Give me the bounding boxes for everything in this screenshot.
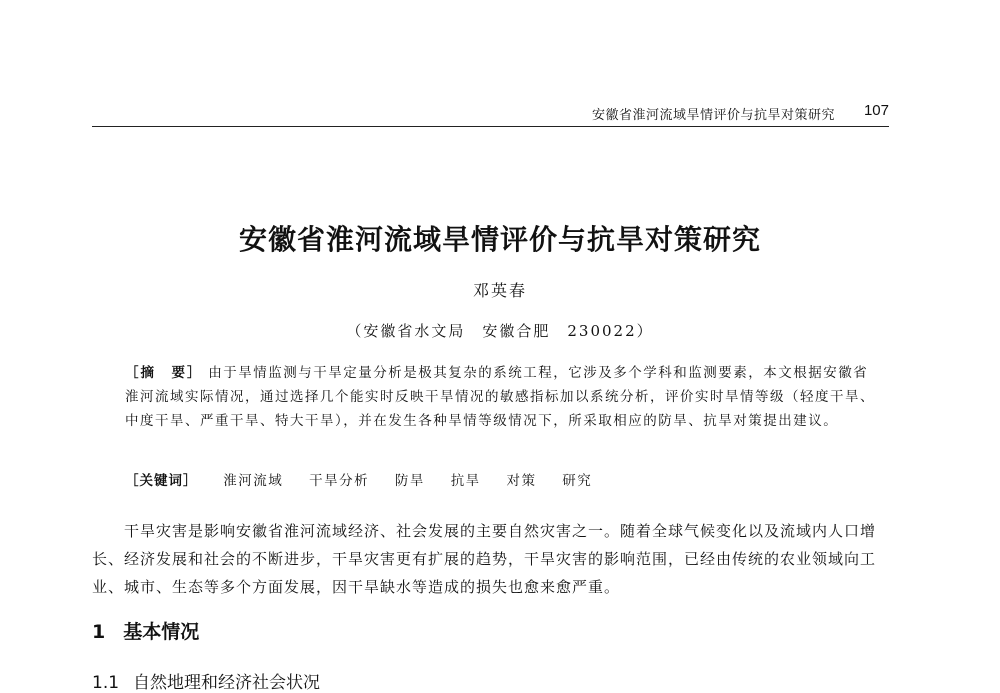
subsection-number: 1.1 xyxy=(92,673,120,693)
section-number: 1 xyxy=(92,621,106,643)
paper-title: 安徽省淮河流域旱情评价与抗旱对策研究 xyxy=(238,223,761,256)
subsection-heading xyxy=(92,668,320,693)
subsection-title: 自然地理和经济社会状况 xyxy=(133,673,321,693)
running-head-title: 安徽省淮河流域旱情评价与抗旱对策研究 xyxy=(591,108,835,123)
keyword: 淮河流域 xyxy=(223,473,284,489)
running-head xyxy=(92,100,889,127)
abstract-label: ［摘 要］ xyxy=(125,365,203,381)
page-number: 107 xyxy=(863,102,889,119)
keywords xyxy=(125,469,875,489)
affiliation: （安徽省水文局 安徽合肥 230022） xyxy=(346,322,654,340)
keyword: 防旱 xyxy=(394,473,425,489)
section-title: 基本情况 xyxy=(123,621,200,643)
author: 邓英春 xyxy=(472,281,527,300)
keyword: 对策 xyxy=(506,473,537,489)
abstract xyxy=(125,361,875,433)
section-heading xyxy=(92,617,199,644)
abstract-text: 由于旱情监测与干旱定量分析是极其复杂的系统工程，它涉及多个学科和监测要素，本文根据安徽省淮河流域实际情况，通过选择几个能实时反映干旱情况的敏感指标加以系统分析，评价实时旱情等级（轻度干旱、中度干旱、严重干旱、特大干旱），并在发生各种旱情等级情况下，所采取相应的防旱、抗旱对策提出建议。 xyxy=(125,365,875,429)
keyword: 干旱分析 xyxy=(309,473,370,489)
keywords-label: ［关键词］ xyxy=(125,473,198,489)
intro-paragraph: 干旱灾害是影响安徽省淮河流域经济、社会发展的主要自然灾害之一。随着全球气候变化以及流域内人口增长、经济发展和社会的不断进步，干旱灾害更有扩展的趋势，干旱灾害的影响范围，已经由传统的农业领域向工业、城市、生态等多个方面发展，因干旱缺水等造成的损失也愈来愈严重。 xyxy=(92,522,877,596)
keyword: 研究 xyxy=(562,473,593,489)
keyword: 抗旱 xyxy=(450,473,481,489)
